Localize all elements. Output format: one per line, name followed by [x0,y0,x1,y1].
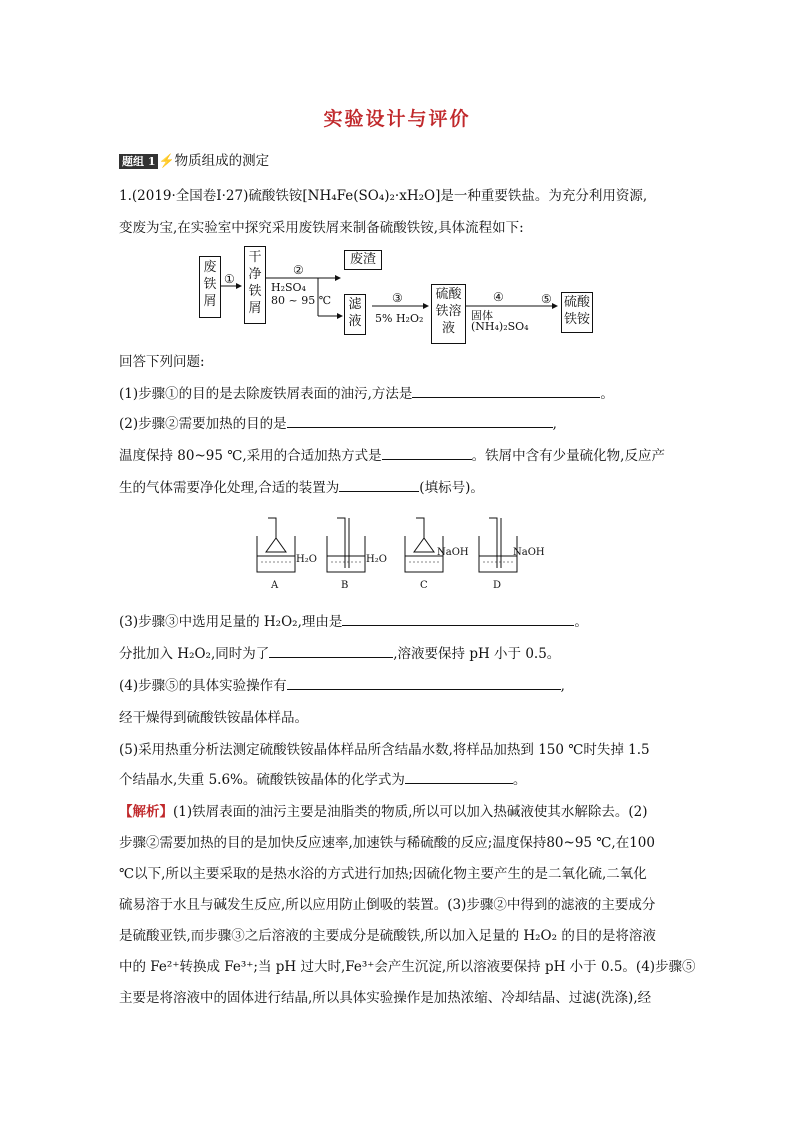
step-5-label: ⑤ [541,292,552,306]
answer-blank-q2-apparatus[interactable] [339,478,419,492]
question-3-line2a: 分批加入 H₂O₂,同时为了 [119,646,270,662]
step-4-reagent-line2: (NH₄)₂SO₄ [471,320,529,333]
apparatus-b-liquid: H₂O [366,554,387,565]
question-2-line3b: (填标号)。 [419,480,484,496]
apparatus-drawing [245,514,555,594]
analysis-line2: 步骤②需要加热的目的是加快反应速率,加速铁与稀硫酸的反应;温度保持80~95 ℃,在100 [119,835,655,851]
apparatus-c-liquid: NaOH [437,547,469,558]
question-4-line2: 经干燥得到硫酸铁铵晶体样品。 [119,710,308,726]
step-4-reagent-line1: 固体 [471,309,493,322]
analysis-line6: 中的 Fe²⁺转换成 Fe³⁺;当 pH 过大时,Fe³⁺会产生沉淀,所以溶液要保持 pH 小于 0.5。(4)步骤⑤ [119,959,696,975]
step-1-label: ① [224,272,235,286]
question-1 [119,384,614,404]
group-tag: 题组 1 [119,154,158,169]
answer-blank-q5[interactable] [405,770,513,784]
flow-box-waste-iron: 废铁屑 [199,256,221,318]
apparatus-figure [245,514,555,594]
apparatus-d-label: D [493,580,502,591]
group-title: 物质组成的测定 [174,153,270,169]
analysis-line4: 硫易溶于水且与碱发生反应,所以应用防止倒吸的装置。(3)步骤②中得到的滤液的主要成分 [119,897,656,913]
question-2-text: (2)步骤②需要加热的目的是 [119,416,287,432]
question-intro-line1: 1.(2019·全国卷Ⅰ·27)硫酸铁铵[NH₄Fe(SO₄)₂·xH₂O]是一种重要铁盐。为充分利用资源, [119,188,648,204]
analysis-line3: ℃以下,所以主要采取的是热水浴的方式进行加热;因硫化物主要产生的是二氧化硫,二氧化 [119,866,647,882]
question-2-line3a: 生的气体需要净化处理,合适的装置为 [119,480,340,496]
question-4-end: , [560,678,565,694]
question-3 [119,612,588,632]
question-1-text: (1)步骤①的目的是去除废铁屑表面的油污,方法是 [119,386,413,402]
analysis-line1-text: (1)铁屑表面的油污主要是油脂类的物质,所以可以加入热碱液使其水解除去。(2) [173,804,648,820]
question-5-line2a: 个结晶水,失重 5.6%。硫酸铁铵晶体的化学式为 [119,772,405,788]
flow-box-ferric-sulfate: 硫酸铁溶液 [431,284,466,344]
step-3-label: ③ [392,291,403,305]
question-4 [119,676,565,696]
question-3-end: 。 [574,614,588,630]
answer-blank-q3-purpose[interactable] [269,644,393,658]
flow-box-product: 硫酸铁铵 [561,292,593,333]
question-2-line2b: 。铁屑中含有少量硫化物,反应产 [471,448,665,464]
answer-blank-q2-purpose[interactable] [287,414,553,428]
question-3-line2 [119,644,560,664]
analysis-line7: 主要是将溶液中的固体进行结晶,所以具体实验操作是加热浓缩、冷却结晶、过滤(洗涤),经 [119,990,652,1006]
question-2 [119,414,557,434]
question-5-end: 。 [512,772,527,788]
apparatus-a-label: A [271,580,279,591]
question-2-line2 [119,446,665,466]
flow-box-residue: 废渣 [344,250,382,270]
question-2-end: , [552,416,557,432]
analysis-label: 【解析】 [119,804,173,820]
question-intro-line2: 变废为宝,在实验室中探究采用废铁屑来制备硫酸铁铵,具体流程如下: [119,220,524,236]
question-3-text: (3)步骤③中选用足量的 H₂O₂,理由是 [119,614,343,630]
page-title: 实验设计与评价 [323,108,471,130]
step-2-temperature: 80 ~ 95 ℃ [271,294,332,307]
step-4-label: ④ [493,290,504,304]
question-5-line2 [119,770,526,790]
answer-blank-q1[interactable] [412,384,600,398]
lightning-icon: ⚡ [158,154,175,169]
flow-box-filtrate: 滤液 [344,294,366,335]
flow-box-clean-iron: 干净铁屑 [244,246,266,324]
answer-blank-q2-heating[interactable] [382,446,472,460]
apparatus-d-liquid: NaOH [513,547,545,558]
step-2-reagent: H₂SO₄ [271,281,306,294]
answer-blank-q4[interactable] [287,676,561,690]
apparatus-c-label: C [420,580,428,591]
answer-blank-q3-reason[interactable] [342,612,574,626]
question-4-text: (4)步骤⑤的具体实验操作有 [119,678,287,694]
question-3-line2b: ,溶液要保持 pH 小于 0.5。 [393,646,561,662]
apparatus-a-liquid: H₂O [296,554,317,565]
analysis-line1 [119,802,648,822]
question-5-line1: (5)采用热重分析法测定硫酸铁铵晶体样品所含结晶水数,将样品加热到 150 ℃时失掉 1.5 [119,742,650,758]
flowchart [195,246,615,346]
question-1-end: 。 [600,386,614,402]
apparatus-b-label: B [341,580,349,591]
step-3-reagent: 5% H₂O₂ [375,312,424,325]
step-2-label: ② [293,263,304,277]
group-heading [119,151,269,172]
question-2-line3 [119,478,484,498]
analysis-line5: 是硫酸亚铁,而步骤③之后溶液的主要成分是硫酸铁,所以加入足量的 H₂O₂ 的目的是将溶液 [119,928,656,944]
answer-prompt: 回答下列问题: [119,354,205,370]
question-2-line2a: 温度保持 80~95 ℃,采用的合适加热方式是 [119,448,382,464]
